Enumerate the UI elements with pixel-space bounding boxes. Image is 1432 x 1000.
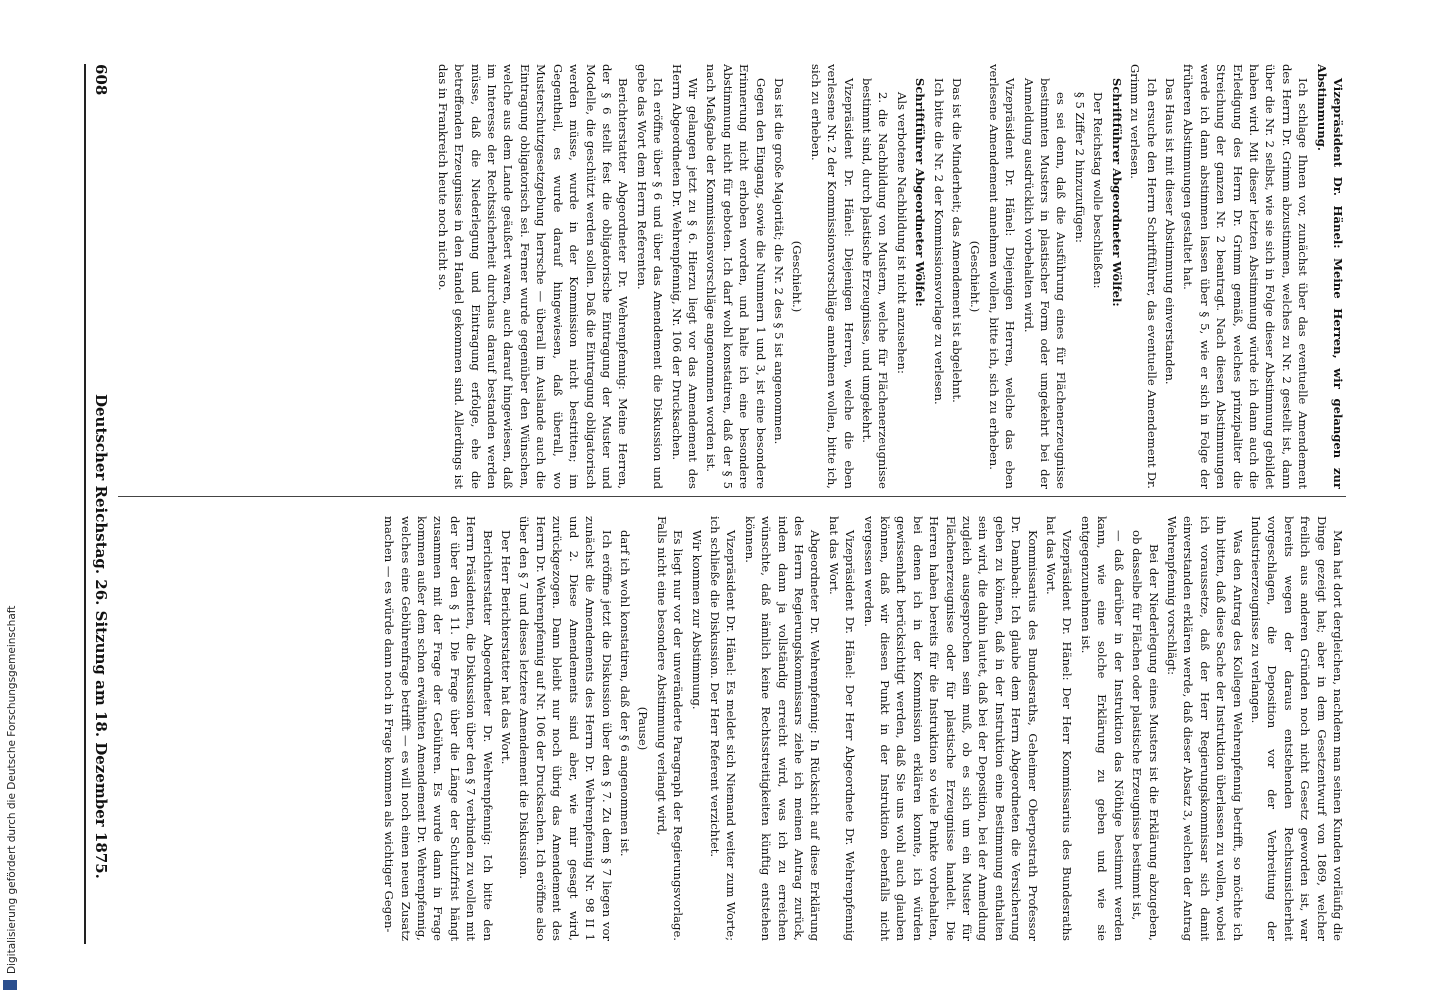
paragraph: Ich schlage Ihnen vor, zunächst über das eventuelle Amendement des Herrn Dr. Grimm abzustimmen, welches zu Nr. 2 gestellt ist, dann über die Nr. 2 selbst, wie sie sich in Folge dieser Abstimmung gebildet haben wird. Mit dieser letzten Abstimmung würde ich dann auch die Erledigung des Herrn Dr. Grimm gemäß, welches prinzipaliter die Streichung der ganzen Nr. 2 beantragt. Nach diesen Abstimmungen werde ich dann abstimmen lassen über § 5, wie er sich in Folge der früheren Abstimmungen gestaltet hat. <box>1181 64 1311 489</box>
paragraph: Schriftführer Abgeordneter Wölfel: <box>1109 78 1124 307</box>
paragraph: es sei denn, daß die Ausführung eines für Flächenerzeugnisse bestimmten Musters in plastischer Form oder umgekehrt bei der Anmeldung ausdrücklich vorbehalten wird. <box>1021 78 1069 489</box>
paragraph: Vizepräsident Dr. Hänel: Diejenigen Herren, welche das eben verlesene Amendement annehmen wollen, bitte ich, sich zu erheben. <box>986 64 1018 489</box>
paragraph: darf ich wohl konstatiren, daß der § 6 angenommen ist. <box>617 530 632 857</box>
paragraph: Das ist die große Majorität; die Nr. 2 des § 5 ist angenommen. <box>772 78 786 445</box>
right-column <box>118 516 1346 941</box>
paragraph: § 5 Ziffer 2 hinzuzufügen: <box>1072 92 1087 243</box>
paragraph: (Pause) <box>636 706 651 751</box>
paragraph: Vizepräsident Dr. Hänel: Meine Herren, wir gelangen zur Abstimmung. <box>1314 64 1345 489</box>
paragraph: (Geschieht.) <box>790 240 805 313</box>
page-header <box>86 64 110 944</box>
paragraph: Bei der Niederlegung eines Musters ist die Erklärung abzugeben, ob dasselbe für Flächen oder plastische Erzeugnisse bestimmt ist, <box>1130 530 1161 941</box>
paragraph: Ich bitte die Nr. 2 der Kommissionsvorlage zu verlesen. <box>931 78 946 405</box>
paragraph: Der Herr Berichterstatter hat das Wort. <box>499 530 514 765</box>
paragraph: Was den Antrag des Kollegen Wehrenpfennig betrifft, so möchte ich ihn bitten, daß diese Sache der Instruktion überlassen zu wollen, wobei ich voraussetze, daß der Herr Regierungskommissar sich damit einverstanden erklären werde, daß dieser Absatz 3, welchen der Antrag Wehrenpfennig vorschlägt: <box>1164 516 1245 941</box>
paragraph: Als verbotene Nachbildung ist nicht anzusehen: <box>894 92 909 374</box>
paragraph: Der Reichstag wolle beschließen: <box>1091 92 1106 289</box>
paragraph: Schriftführer Abgeordneter Wölfel: <box>913 78 928 307</box>
paragraph: Vizepräsident Dr. Hänel: Der Herr Abgeordnete Dr. Wehrenpfennig hat das Wort. <box>826 516 858 941</box>
paragraph: Ich ersuche den Herrn Schriftführer, das eventuelle Amendement Dr. Grimm zu verlesen. <box>1128 64 1159 489</box>
page-number: 608 <box>92 64 110 96</box>
paragraph: Ich eröffne jetzt die Diskussion über den § 7. Zu dem § 7 liegen vor zunächst die Amendements des Herrn Dr. Wehrenpfennig Nr. 98 II 1 und 2. Diese Amendements sind aber, wie mir gesagt wird, zurückgezogen. Dann bleibt nur noch übrig das Amendement des Herrn Dr. Wehrenpfennig auf Nr. 106 der Drucksachen. Ich eröffne also über den § 7 und dieses letztere Amendement die Diskussion. <box>517 516 614 941</box>
column-divider <box>118 496 1346 497</box>
paragraph: Man hat dort dergleichen, nachdem man seinen Kunden vorläufig die Dinge gezeigt hat; aber in dem Gesetzentwurf von 1869, welcher freilich aus anderen Gründen noch nicht Gesetz geworden ist, war bereits wegen der daraus entstehenden Rechtsunsicherheit vorgeschlagen, die Deposition vor der Verbreitung der Industrieerzeugnisse zu verlangen. <box>1248 516 1345 941</box>
paragraph: Es liegt nur vor der unveränderte Paragraph der Regierungsvorlage. Falls nicht eine besondere Abstimmung verlangt wird, <box>654 516 686 941</box>
paragraph: Vizepräsident Dr. Hänel: Der Herr Kommissarius des Bundesraths hat das Wort. <box>1044 516 1075 941</box>
dfg-logo <box>3 980 17 990</box>
header-rule <box>84 64 86 944</box>
paragraph: Abgeordneter Dr. Wehrenpfennig: In Rücksicht auf diese Erklärung des Herrn Regierungskommissars ziehe ich meinen Antrag zurück, indem dann ja vollständig erreicht wird, was ich zu erreichen wünschte, daß nämlich keine Rechtsstreitigkeiten künftig entstehen können. <box>742 516 823 941</box>
paragraph: Wir kommen zur Abstimmung. <box>689 530 704 710</box>
paragraph: Vizepräsident Dr. Hänel: Es meldet sich Niemand weiter zum Worte; ich schließe die Diskussion. Der Herr Referent verzichtet. <box>707 516 739 941</box>
left-column <box>118 64 1346 489</box>
paragraph: (Geschieht.) <box>968 240 983 313</box>
paragraph: Berichterstatter Abgeordneter Dr. Wehrenpfennig: Ich bitte den Herrn Präsidenten, die Diskussion über den § 7 verbinden zu wollen mit der über den § 11. Die Frage über die Länge der Schutzfrist hängt zusammen mit der Frage der Gebühren. Es wurde dann in Frage kommen außer dem schon erwähnten Amendement Dr. Wehrenpfennig, welches eine Gebührenfrage betrifft — es will noch einen neuen Zusatz machen — es würde dann noch in Frage kommen als wichtiger Gegen- <box>382 516 495 941</box>
page-title: Deutscher Reichstag. 26. Sitzung am 18. Dezember 1875. <box>92 394 110 879</box>
paragraph: Vizepräsident Dr. Hänel: Diejenigen Herren, welche die eben verlesene Nr. 2 der Kommissionsvorschläge annehmen wollen, bitte ich, sich zu erheben. <box>808 64 856 489</box>
paragraph: Wir gelangen jetzt zu § 6. Hierzu liegt vor das Amendement des Herrn Abgeordneten Dr. Wehrenpfennig, Nr. 106 der Drucksachen. <box>669 64 700 489</box>
paragraph: Das ist die Minderheit; das Amendement ist abgelehnt. <box>950 78 965 403</box>
paragraph: 2. die Nachbildung von Mustern, welche für Flächenerzeugnisse bestimmt sind, durch plastische Erzeugnisse, und umgekehrt. <box>860 78 891 489</box>
digitization-credit <box>6 14 18 974</box>
paragraph: Kommissarius des Bundesraths, Geheimer Oberpostrath Professor Dr. Dambach: Ich glaube dem Herrn Abgeordneten die Versicherung geben zu können, daß in der Instruktion eine Bestimmung enthalten sein wird, die dahin lautet, daß bei der Deposition, bei der Anmeldung zugleich ausgesprochen sein muß, ob es sich um ein Muster für Flächenerzeugnisse oder für plastische Erzeugnisse handelt. Die Herren haben bereits für die Instruktion so viele Punkte vorbehalten, bei denen ich in der Kommission erklären konnte, ich würden gewissenhaft berücksichtigt werden, daß Sie uns wohl auch glauben können, daß wir diesen Punkt in der Instruktion ebenfalls nicht vergessen werden. <box>861 516 1040 941</box>
digitization-credit-text: Digitalisierung gefördert durch die Deutsche Forschungsgemeinschaft <box>6 605 18 974</box>
paragraph: Das Haus ist mit dieser Abstimmung einverstanden. <box>1162 78 1177 385</box>
paragraph: Berichterstatter Abgeordneter Dr. Wehrenpfennig: Meine Herren, der § 6 stellt fest die obligatorische Eintragung der Muster und Modelle, die geschützt werden sollen. Daß die Eintragung obligatorisch werden müsse, wurde in der Kommission nicht bestritten; im Gegentheil, es wurde darauf hingewiesen, daß überall, wo Musterschutzgesetzgebung herrsche — überall im Auslande auch die Eintragung obligatorisch sei. Ferner wurde gegenüber den Wünschen, welche aus dem Lande geäußert waren, auch darauf hingewiesen, daß im Interesse der Rechtssicherheit durchaus darauf bestanden werden müsse, daß die Niederlegung und Eintragung erfolge, ehe die betreffenden Erzeugnisse in den Handel gekommen sind. Allerdings ist das in Frankreich heute noch nicht so. <box>435 64 631 489</box>
paragraph: — daß darüber in der Instruktion das Nöthige bestimmt werden kann, wie eine solche Erklärung zu geben und wie sie entgegenzunehmen ist. <box>1078 516 1126 941</box>
paragraph: Gegen den Eingang, sowie die Nummern 1 und 3, ist eine besondere Erinnerung nicht erhoben worden, und halte ich eine besondere Abstimmung nicht für geboten. Ich darf wohl konstatiren, daß der § 5 nach Maßgabe der Kommissionsvorschläge angenommen worden ist. <box>704 64 768 489</box>
paragraph: Ich eröffne über § 6 und über das Amendement die Diskussion und gebe das Wort dem Herrn Referenten. <box>634 64 666 489</box>
